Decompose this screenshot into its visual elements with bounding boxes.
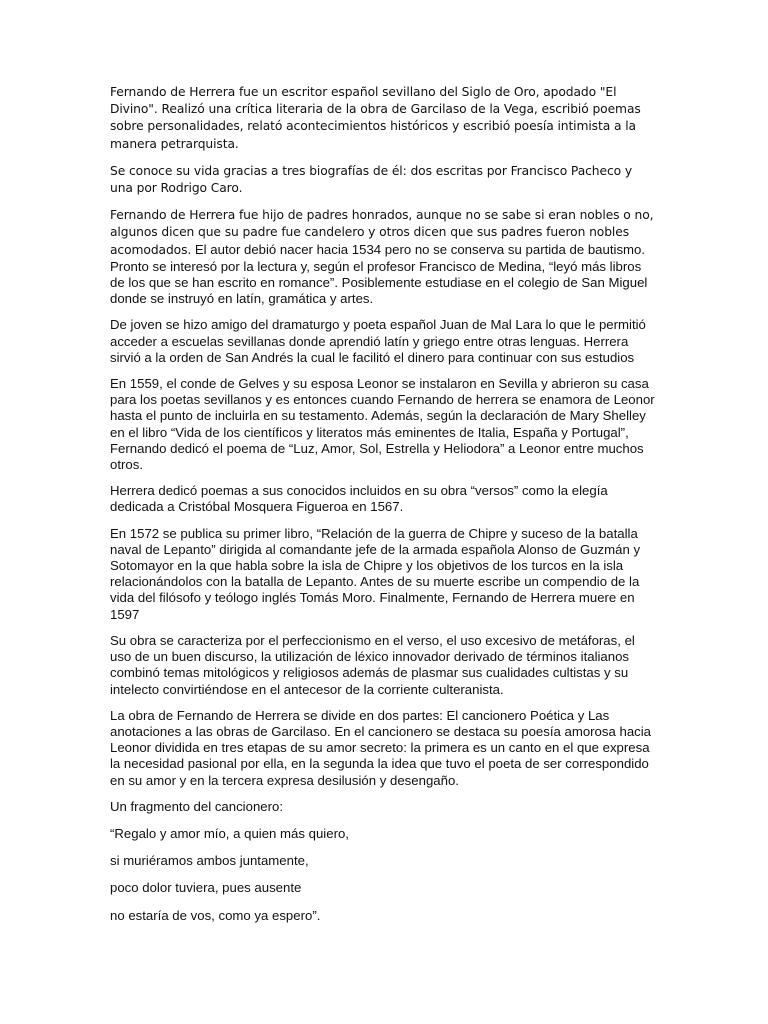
- paragraph-poems: Herrera dedicó poemas a sus conocidos incluidos en su obra “versos” como la elegía dedicada a Cristóbal Mosquera Figueroa en 1567.: [110, 483, 608, 515]
- paragraph-work: La obra de Fernando de Herrera se divide en dos partes: El cancionero Poética y Las anotaciones a las obras de Garcilaso. En el cancionero se destaca su poesía amorosa hacia Leonor dividida en tres etapas de su amor secreto: la primera es un canto en el que expresa la necesidad pasional por ella, en la segunda la idea que tuvo el poeta de ser correspondido en su amor y en la tercera expresa desilusión y desengaño.: [110, 707, 652, 788]
- paragraph-youth: De joven se hizo amigo del dramaturgo y poeta español Juan de Mal Lara lo que le permitió acceder a escuelas sevillanas donde aprendió latín y griego entre otras lenguas. Herrera sirvió a la orden de San Andrés la cual le facilitó el dinero para continuar con sus estudios: [110, 317, 646, 365]
- paragraph-first-book: En 1572 se publica su primer libro, “Relación de la guerra de Chipre y suceso de la batalla naval de Lepanto” dirigida al comandante jefe de la armada española Alonso de Guzmán y Sotomayor en la que habla sobre la isla de Chipre y los objetivos de los turcos en la isla relacionándolos con la batalla de Lepanto. Antes de su muerte escribe un compendio de la vida del filósofo y teólogo inglés Tomás Moro. Finalmente, Fernando de Herrera muere en 1597: [110, 525, 641, 622]
- verse-line-4: no estaría de vos, como ya espero”.: [110, 907, 321, 923]
- paragraph-style: Su obra se caracteriza por el perfeccionismo en el verso, el uso excesivo de metáforas, el uso de un buen discurso, la utilización de léxico innovador derivado de términos italianos combinó temas mitológicos y religiosos además de plasmar sus cualidades cultistas y su intelecto convirtiéndose en el antecesor de la corriente culteranista.: [110, 632, 635, 697]
- verse-line-2: si muriéramos ambos juntamente,: [110, 853, 309, 869]
- paragraph-intro: Fernando de Herrera fue un escritor español sevillano del Siglo de Oro, apodado "El Divino". Realizó una crítica literaria de la obra de Garcilaso de la Vega, escribió poemas sobre personalidades, relató acontecimientos históricos y escribió poesía intimista a la manera petrarquista.: [110, 85, 641, 151]
- paragraph-leonor: En 1559, el conde de Gelves y su esposa Leonor se instalaron en Sevilla y abrieron su casa para los poetas sevillanos y es entonces cuando Fernando de herrera se enamora de Leonor hasta el punto de incluirla en su testamento. Además, según la declaración de Mary Shelley en el libro “Vida de los científicos y literatos más eminentes de Italia, España y Portugal”, Fernando dedicó el poema de “Luz, Amor, Sol, Estrella y Heliodora” a Leonor entre muchos otros.: [110, 376, 655, 473]
- paragraph-fragment-intro: Un fragmento del cancionero:: [110, 798, 284, 814]
- verse-line-3: poco dolor tuviera, pues ausente: [110, 880, 302, 896]
- paragraph-early-life-part1: Fernando de Herrera fue hijo de padres honrados, aunque no se sabe si eran nobles o no, algunos dicen que su padre fue candelero y otros dicen que sus padres fueron nobles acomodados.: [110, 208, 654, 257]
- paragraph-early-life-part2: El autor debió nacer hacia 1534 pero no se conserva su partida de bautismo. Pronto se interesó por la lectura y, según el profesor Francisco de Medina, “leyó más libros de los que se han escrito en romance”. Posiblemente estudiase en el colegio de San Miguel donde se instruyó en latín, gramática y artes.: [110, 241, 648, 307]
- paragraph-biographies: Se conoce su vida gracias a tres biografías de él: dos escritas por Francisco Pacheco y una por Rodrigo Caro.: [110, 163, 633, 196]
- verse-line-1: “Regalo y amor mío, a quien más quiero,: [110, 825, 349, 841]
- document-page: [110, 84, 658, 935]
- paragraph-early-life: [110, 207, 658, 307]
